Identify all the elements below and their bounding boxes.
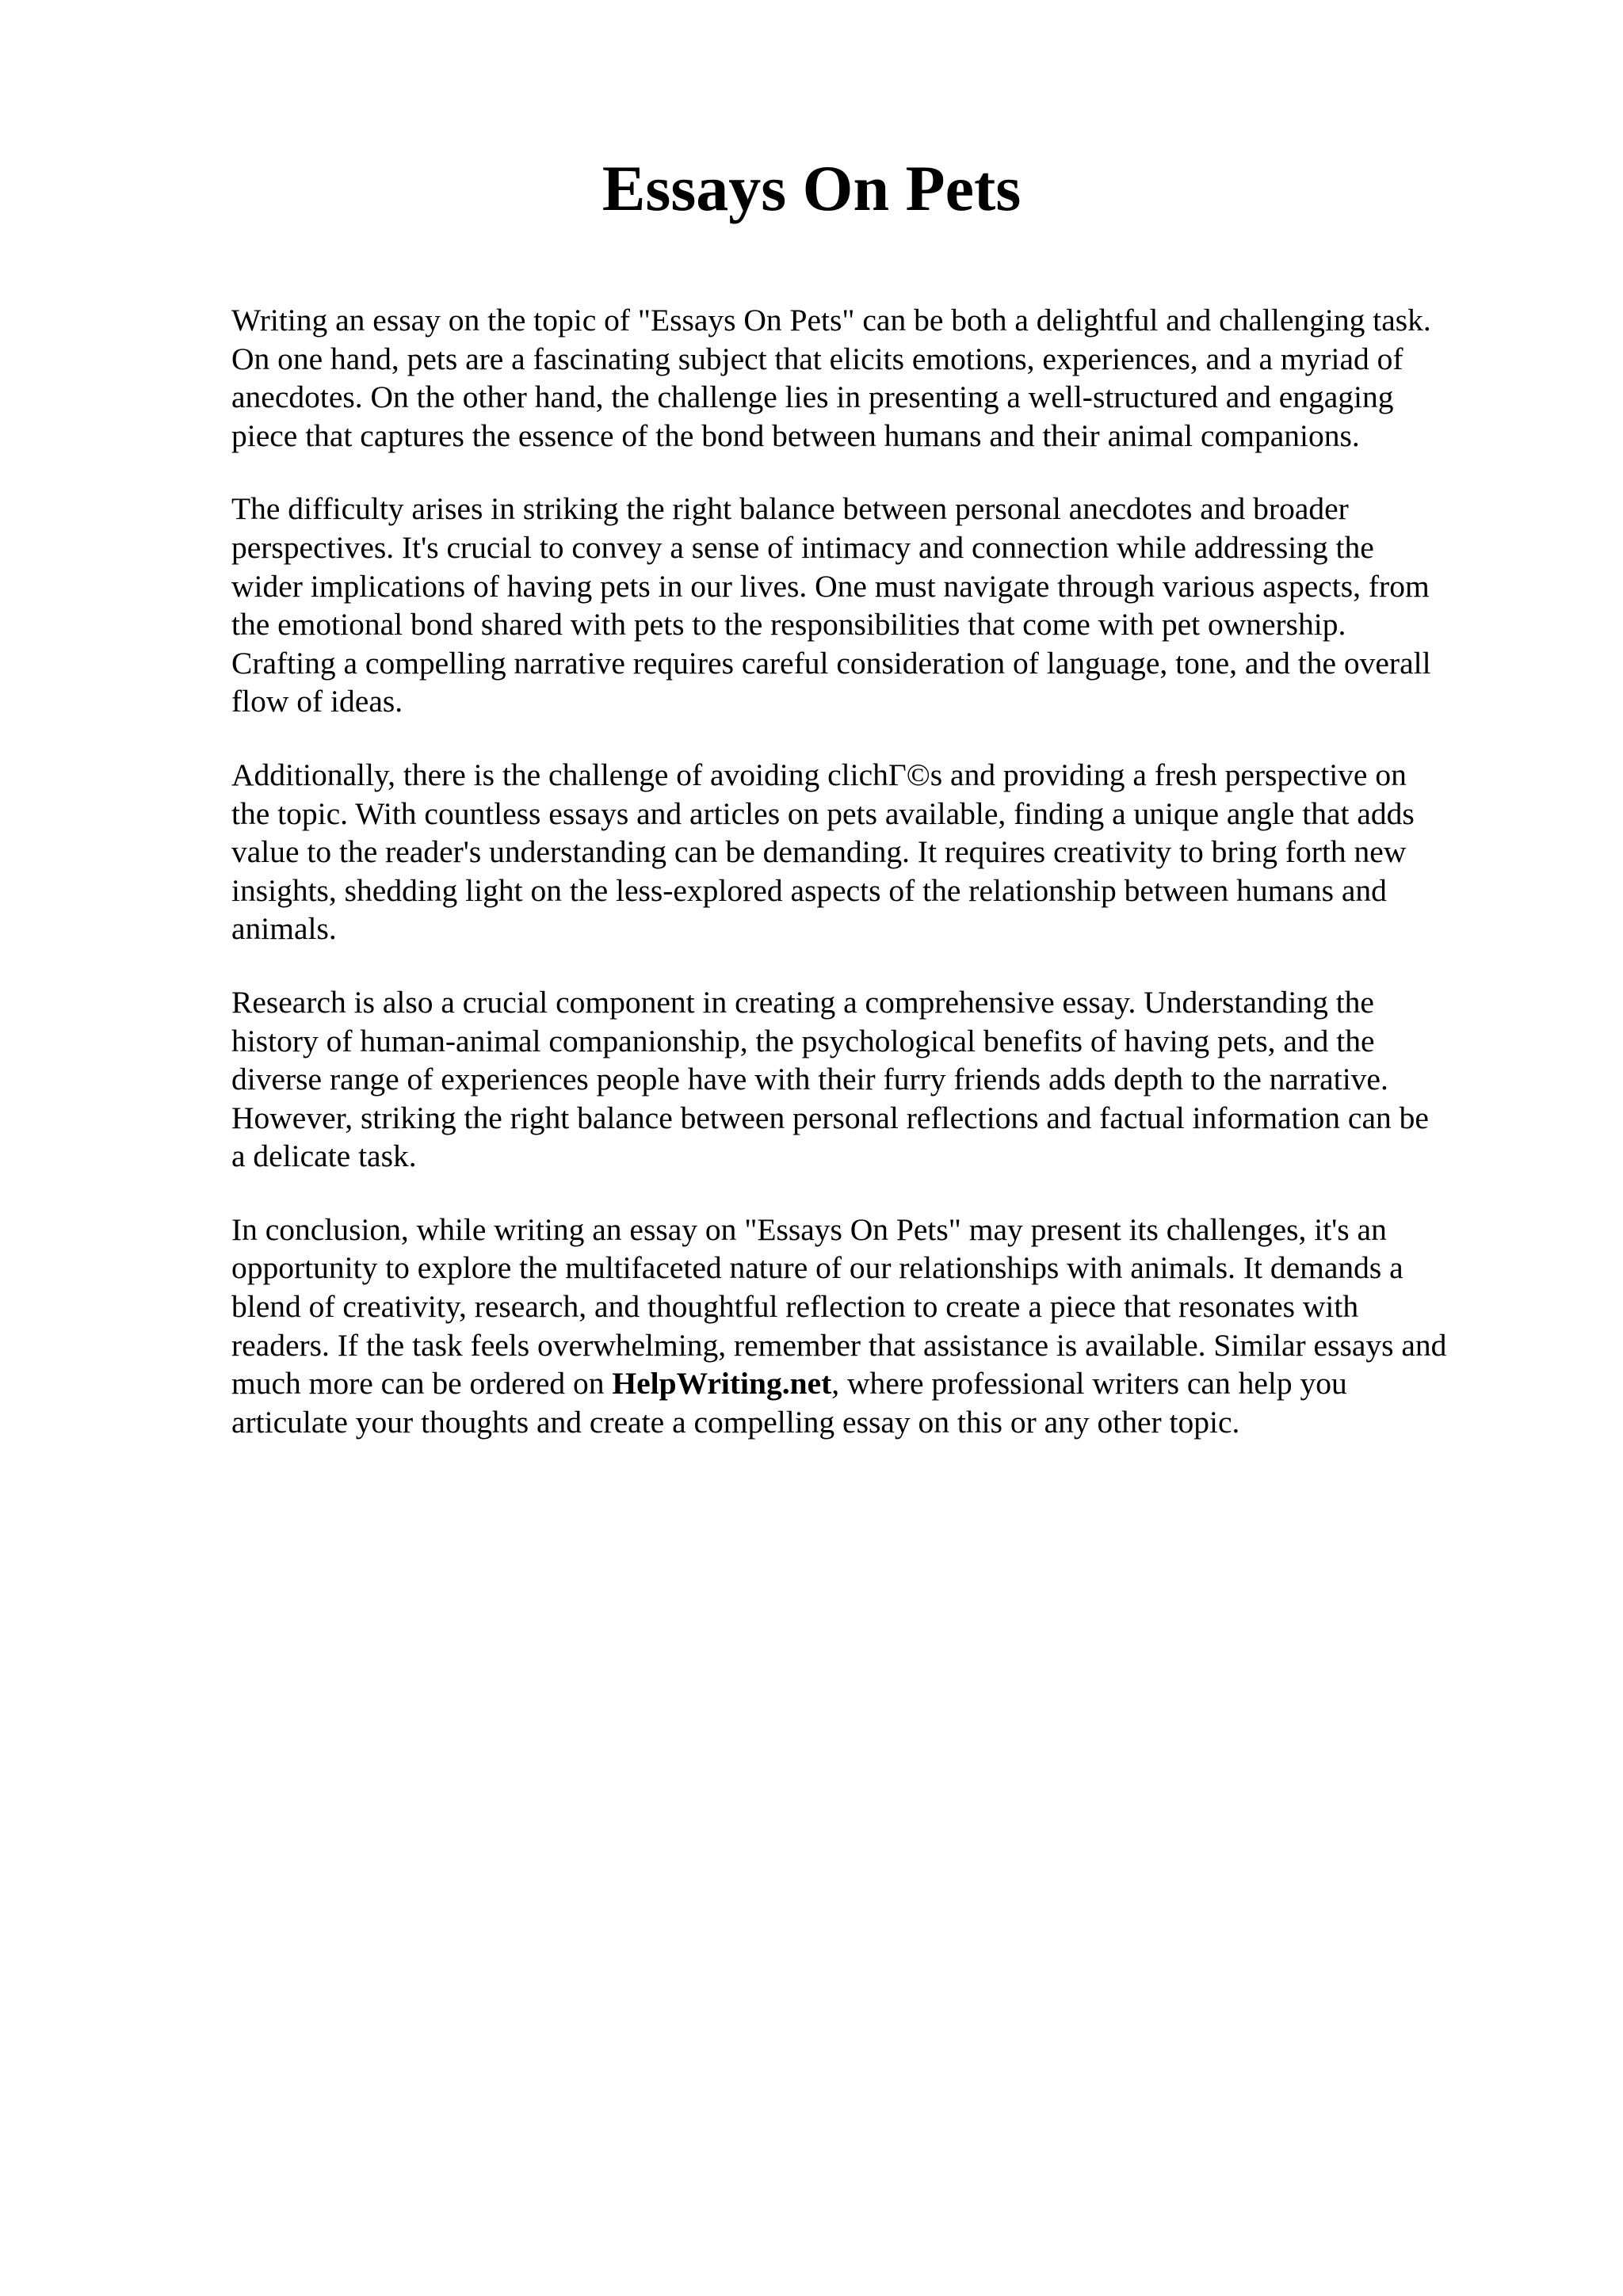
text-line: anecdotes. On the other hand, the challenge lies in presenting a well-structured and engaging (231, 379, 1394, 415)
text-line: animals. (231, 911, 337, 947)
text-line: history of human-animal companionship, the psychological benefits of having pets, and the (231, 1023, 1375, 1058)
text-line: articulate your thoughts and create a compelling essay on this or any other topic. (231, 1404, 1240, 1440)
text-line: insights, shedding light on the less-explored aspects of the relationship between humans and (231, 872, 1387, 908)
text-line: In conclusion, while writing an essay on "Essays On Pets" may present its challenges, it's an (231, 1211, 1387, 1247)
text-line: However, striking the right balance between personal reflections and factual information can be (231, 1100, 1429, 1135)
text-line: On one hand, pets are a fascinating subject that elicits emotions, experiences, and a myriad of (231, 341, 1403, 376)
text-line: Writing an essay on the topic of "Essays On Pets" can be both a delightful and challenging task. (231, 303, 1431, 338)
text-line: The difficulty arises in striking the right balance between personal anecdotes and broader (231, 491, 1349, 527)
text-line: piece that captures the essence of the bond between humans and their animal companions. (231, 418, 1360, 453)
brand-name: HelpWriting.net (612, 1366, 832, 1402)
text-line: opportunity to explore the multifaceted nature of our relationships with animals. It demands a (231, 1250, 1403, 1286)
text-line: the emotional bond shared with pets to the responsibilities that come with pet ownership. (231, 607, 1346, 643)
text-line: Crafting a compelling narrative requires careful consideration of language, tone, and the overall (231, 645, 1431, 681)
paragraph-3 (231, 756, 1531, 948)
text-line: a delicate task. (231, 1138, 417, 1174)
paragraph-2 (231, 490, 1531, 721)
text-line-with-brand (231, 1364, 1531, 1403)
text-line: perspectives. It's crucial to convey a sense of intimacy and connection while addressing the (231, 529, 1374, 565)
text-line: value to the reader's understanding can be demanding. It requires creativity to bring forth new (231, 834, 1407, 870)
text-line: Research is also a crucial component in creating a comprehensive essay. Understanding the (231, 984, 1374, 1020)
line-suffix: , where professional writers can help you (831, 1366, 1347, 1402)
paragraph-4 (231, 983, 1531, 1176)
text-line: flow of ideas. (231, 684, 403, 719)
text-line: Additionally, there is the challenge of avoiding clichГ©s and providing a fresh perspective on (231, 757, 1407, 792)
line-prefix: much more can be ordered on (231, 1366, 613, 1402)
document-title: Essays On Pets (601, 152, 1022, 224)
text-line: the topic. With countless essays and articles on pets available, finding a unique angle that adds (231, 795, 1415, 831)
document-body (231, 301, 1531, 1476)
paragraph-conclusion (231, 1211, 1531, 1442)
text-line: readers. If the task feels overwhelming, remember that assistance is available. Similar essays and (231, 1327, 1447, 1363)
paragraph-1 (231, 301, 1531, 455)
text-line: blend of creativity, research, and thoughtful reflection to create a piece that resonates with (231, 1289, 1359, 1325)
text-line: wider implications of having pets in our lives. One must navigate through various aspects, from (231, 568, 1430, 604)
text-line: diverse range of experiences people have with their furry friends adds depth to the narrative. (231, 1062, 1388, 1097)
